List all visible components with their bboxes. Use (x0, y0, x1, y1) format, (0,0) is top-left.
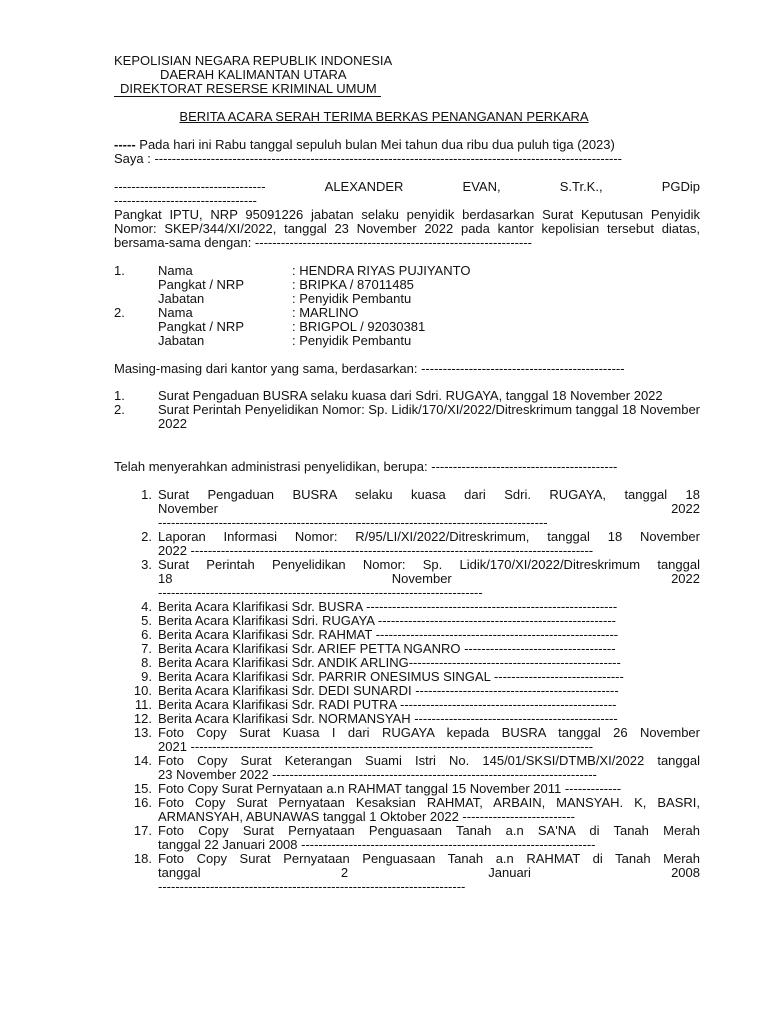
handover-item-number: 10. (133, 683, 152, 698)
person-number: 2. (114, 305, 125, 320)
handover-item-line: Foto Copy Surat Keterangan Suami Istri No. 145/01/SKSI/DTMB/XI/2022 tanggal (158, 754, 700, 768)
name-row-end-dashes: --------------------------------- (114, 194, 257, 208)
handover-item-line: Berita Acara Klarifikasi Sdr. RAHMAT -------------------------------------------------------- (158, 628, 619, 642)
basis-item-text: Surat Pengaduan BUSRA selaku kuasa dari Sdri. RUGAYA, tanggal 18 November 2022 (158, 388, 663, 403)
handover-item-number: 1. (141, 487, 152, 502)
handover-item (114, 698, 700, 712)
person-field-label: Pangkat / NRP (158, 277, 244, 292)
handover-item-line: Foto Copy Surat Pernyataan Kesaksian RAHMAT, ARBAIN, MANSYAH. K, BASRI, ARMANSYAH, ABUNAWAS tanggal 1 Oktober 2022 -------------------------- (158, 796, 700, 824)
handover-item-line: 2021 --------------------------------------------------------------------------------------------- (158, 740, 594, 754)
person-field-value: : BRIGPOL / 92030381 (292, 319, 426, 334)
handover-item-number: 18. (133, 851, 152, 866)
handover-intro: Telah menyerahkan administrasi penyelidikan, berupa: ------------------------------------------- (114, 460, 618, 474)
handover-item (114, 712, 700, 726)
handover-item-number: 16. (133, 795, 152, 810)
handover-item (114, 824, 700, 852)
person-row (114, 278, 700, 292)
handover-item (114, 670, 700, 684)
handover-item (114, 796, 700, 824)
handover-item-number: 5. (141, 613, 152, 628)
letterhead-line-3: DIREKTORAT RESERSE KRIMINAL UMUM (114, 82, 381, 97)
handover-item-line: Berita Acara Klarifikasi Sdr. ANDIK ARLING------------------------------------------------- (158, 656, 621, 670)
handover-section (114, 460, 700, 894)
handover-item-number: 17. (133, 823, 152, 838)
opening-section (114, 138, 700, 166)
handover-item-number: 2. (141, 529, 152, 544)
person-field-value: : HENDRA RIYAS PUJIYANTO (292, 263, 471, 278)
handover-item-line: Berita Acara Klarifikasi Sdri. RUGAYA ------------------------------------------------------- (158, 614, 616, 628)
handover-item-number: 3. (141, 557, 152, 572)
handover-item-number: 7. (141, 641, 152, 656)
handover-item (114, 614, 700, 628)
handover-item-line: 18 November 2022 (158, 572, 700, 586)
opening-dashes: ----- (114, 138, 136, 152)
handover-item-line: tanggal 2 Januari 2008 (158, 866, 700, 880)
person-row (114, 264, 700, 278)
handover-item (114, 642, 700, 656)
handover-list (114, 488, 700, 894)
handover-item-line: --------------------------------------------------------------------------- (158, 586, 483, 600)
handover-item (114, 782, 700, 796)
handover-item-line: tanggal 22 Januari 2008 -------------------------------------------------------------------- (158, 838, 596, 852)
basis-intro: Masing-masing dari kantor yang sama, berdasarkan: ----------------------------------------------- (114, 362, 625, 376)
person-field-value: : MARLINO (292, 305, 359, 320)
handover-item-line: Surat Pengaduan BUSRA selaku kuasa dari Sdri. RUGAYA, tanggal 18 (158, 488, 700, 502)
handover-item-number: 9. (141, 669, 152, 684)
handover-item-number: 15. (133, 781, 152, 796)
handover-item (114, 600, 700, 614)
handover-item-line: Berita Acara Klarifikasi Sdr. DEDI SUNARDI ----------------------------------------------- (158, 684, 619, 698)
handover-item (114, 852, 700, 894)
person-field-label: Pangkat / NRP (158, 319, 244, 334)
handover-item-line: Foto Copy Surat Kuasa I dari RUGAYA kepada BUSRA tanggal 26 November (158, 726, 700, 740)
basis-section (114, 362, 700, 431)
handover-item-number: 13. (133, 725, 152, 740)
handover-item (114, 684, 700, 698)
handover-item-line: Berita Acara Klarifikasi Sdr. RADI PUTRA -------------------------------------------------- (158, 698, 617, 712)
handover-item-line: Foto Copy Surat Pernyataan a.n RAHMAT tanggal 15 November 2011 ------------- (158, 782, 622, 796)
handover-item-line: 2022 --------------------------------------------------------------------------------------------- (158, 544, 594, 558)
person-field-label: Nama (158, 263, 193, 278)
basis-item (114, 389, 700, 403)
person-row (114, 292, 700, 306)
handover-item (114, 656, 700, 670)
person-row (114, 306, 700, 320)
person-field-label: Jabatan (158, 291, 205, 306)
handover-item (114, 754, 700, 782)
handover-item-line: ----------------------------------------------------------------------- (158, 880, 466, 894)
basis-item-text: Surat Perintah Penyelidikan Nomor: Sp. Lidik/170/XI/2022/Ditreskrimum tanggal 18 November 2022 (158, 402, 700, 431)
letterhead-line-2: DAERAH KALIMANTAN UTARA (160, 67, 347, 82)
handover-item-number: 4. (141, 599, 152, 614)
officer-last-name: EVAN, (462, 180, 501, 194)
handover-item-number: 6. (141, 627, 152, 642)
saya-line: Saya : ------------------------------------------------------------------------------------------------------------ (114, 152, 623, 166)
officer-degree-2: PGDip (661, 180, 700, 194)
handover-item-line: Berita Acara Klarifikasi Sdr. PARRIR ONESIMUS SINGAL ------------------------------ (158, 670, 624, 684)
person-field-value: : BRIPKA / 87011485 (292, 277, 414, 292)
person-row (114, 334, 700, 348)
officer-paragraph: Pangkat IPTU, NRP 95091226 jabatan selaku penyidik berdasarkan Surat Keputusan Penyidik Nomor: SKEP/344/XI/2022, tanggal 23 November 2022 pada kantor kepolisian tersebut diatas, bersama-sama dengan: ---------------------------------------------------------------- (114, 208, 700, 250)
officer-name-row (114, 180, 700, 194)
handover-item-line: Surat Perintah Penyelidikan Nomor: Sp. Lidik/170/XI/2022/Ditreskrimum tanggal (158, 558, 700, 572)
officer-first-name: ALEXANDER (324, 180, 404, 194)
handover-item-line: November 2022 (158, 502, 700, 516)
handover-item-line: 23 November 2022 --------------------------------------------------------------------------- (158, 768, 597, 782)
basis-item (114, 403, 700, 431)
person-row (114, 320, 700, 334)
handover-item (114, 488, 700, 530)
officer-degree-1: S.Tr.K., (559, 180, 603, 194)
handover-item (114, 726, 700, 754)
handover-item-line: Berita Acara Klarifikasi Sdr. ARIEF PETTA NGANRO ----------------------------------- (158, 642, 616, 656)
person-field-value: : Penyidik Pembantu (292, 333, 412, 348)
letterhead-line-1: KEPOLISIAN NEGARA REPUBLIK INDONESIA (114, 53, 393, 68)
handover-item-line: Berita Acara Klarifikasi Sdr. NORMANSYAH ----------------------------------------------- (158, 712, 618, 726)
basis-list (114, 389, 700, 431)
handover-item-line: Foto Copy Surat Pernyataan Penguasaan Tanah a.n RAHMAT di Tanah Merah (158, 852, 700, 866)
letterhead (114, 54, 392, 96)
person-field-value: : Penyidik Pembantu (292, 291, 412, 306)
person-number: 1. (114, 263, 125, 278)
handover-item-number: 12. (133, 711, 152, 726)
handover-item (114, 530, 700, 558)
opening-text: Pada hari ini Rabu tanggal sepuluh bulan Mei tahun dua ribu dua puluh tiga (2023) (135, 138, 615, 152)
handover-item (114, 628, 700, 642)
handover-item-line: Berita Acara Klarifikasi Sdr. BUSRA ---------------------------------------------------------- (158, 600, 618, 614)
person-field-label: Jabatan (158, 333, 205, 348)
handover-item-line: ------------------------------------------------------------------------------------------ (158, 516, 548, 530)
handover-item-number: 14. (133, 753, 152, 768)
handover-item-line: Laporan Informasi Nomor: R/95/LI/XI/2022/Ditreskrimum, tanggal 18 November (158, 530, 700, 544)
document-title-wrap (0, 110, 768, 124)
person-field-label: Nama (158, 305, 193, 320)
officer-name-block (114, 180, 700, 250)
document-title: BERITA ACARA SERAH TERIMA BERKAS PENANGANAN PERKARA (179, 109, 589, 124)
basis-item-number: 1. (114, 388, 125, 403)
person-list (114, 264, 700, 348)
handover-item-number: 8. (141, 655, 152, 670)
handover-item-line: Foto Copy Surat Pernyataan Penguasaan Tanah a.n SA'NA di Tanah Merah (158, 824, 700, 838)
handover-item-number: 11. (134, 697, 152, 712)
handover-item (114, 558, 700, 600)
name-row-dashes: ----------------------------------- (114, 180, 266, 194)
basis-item-number: 2. (114, 402, 125, 417)
